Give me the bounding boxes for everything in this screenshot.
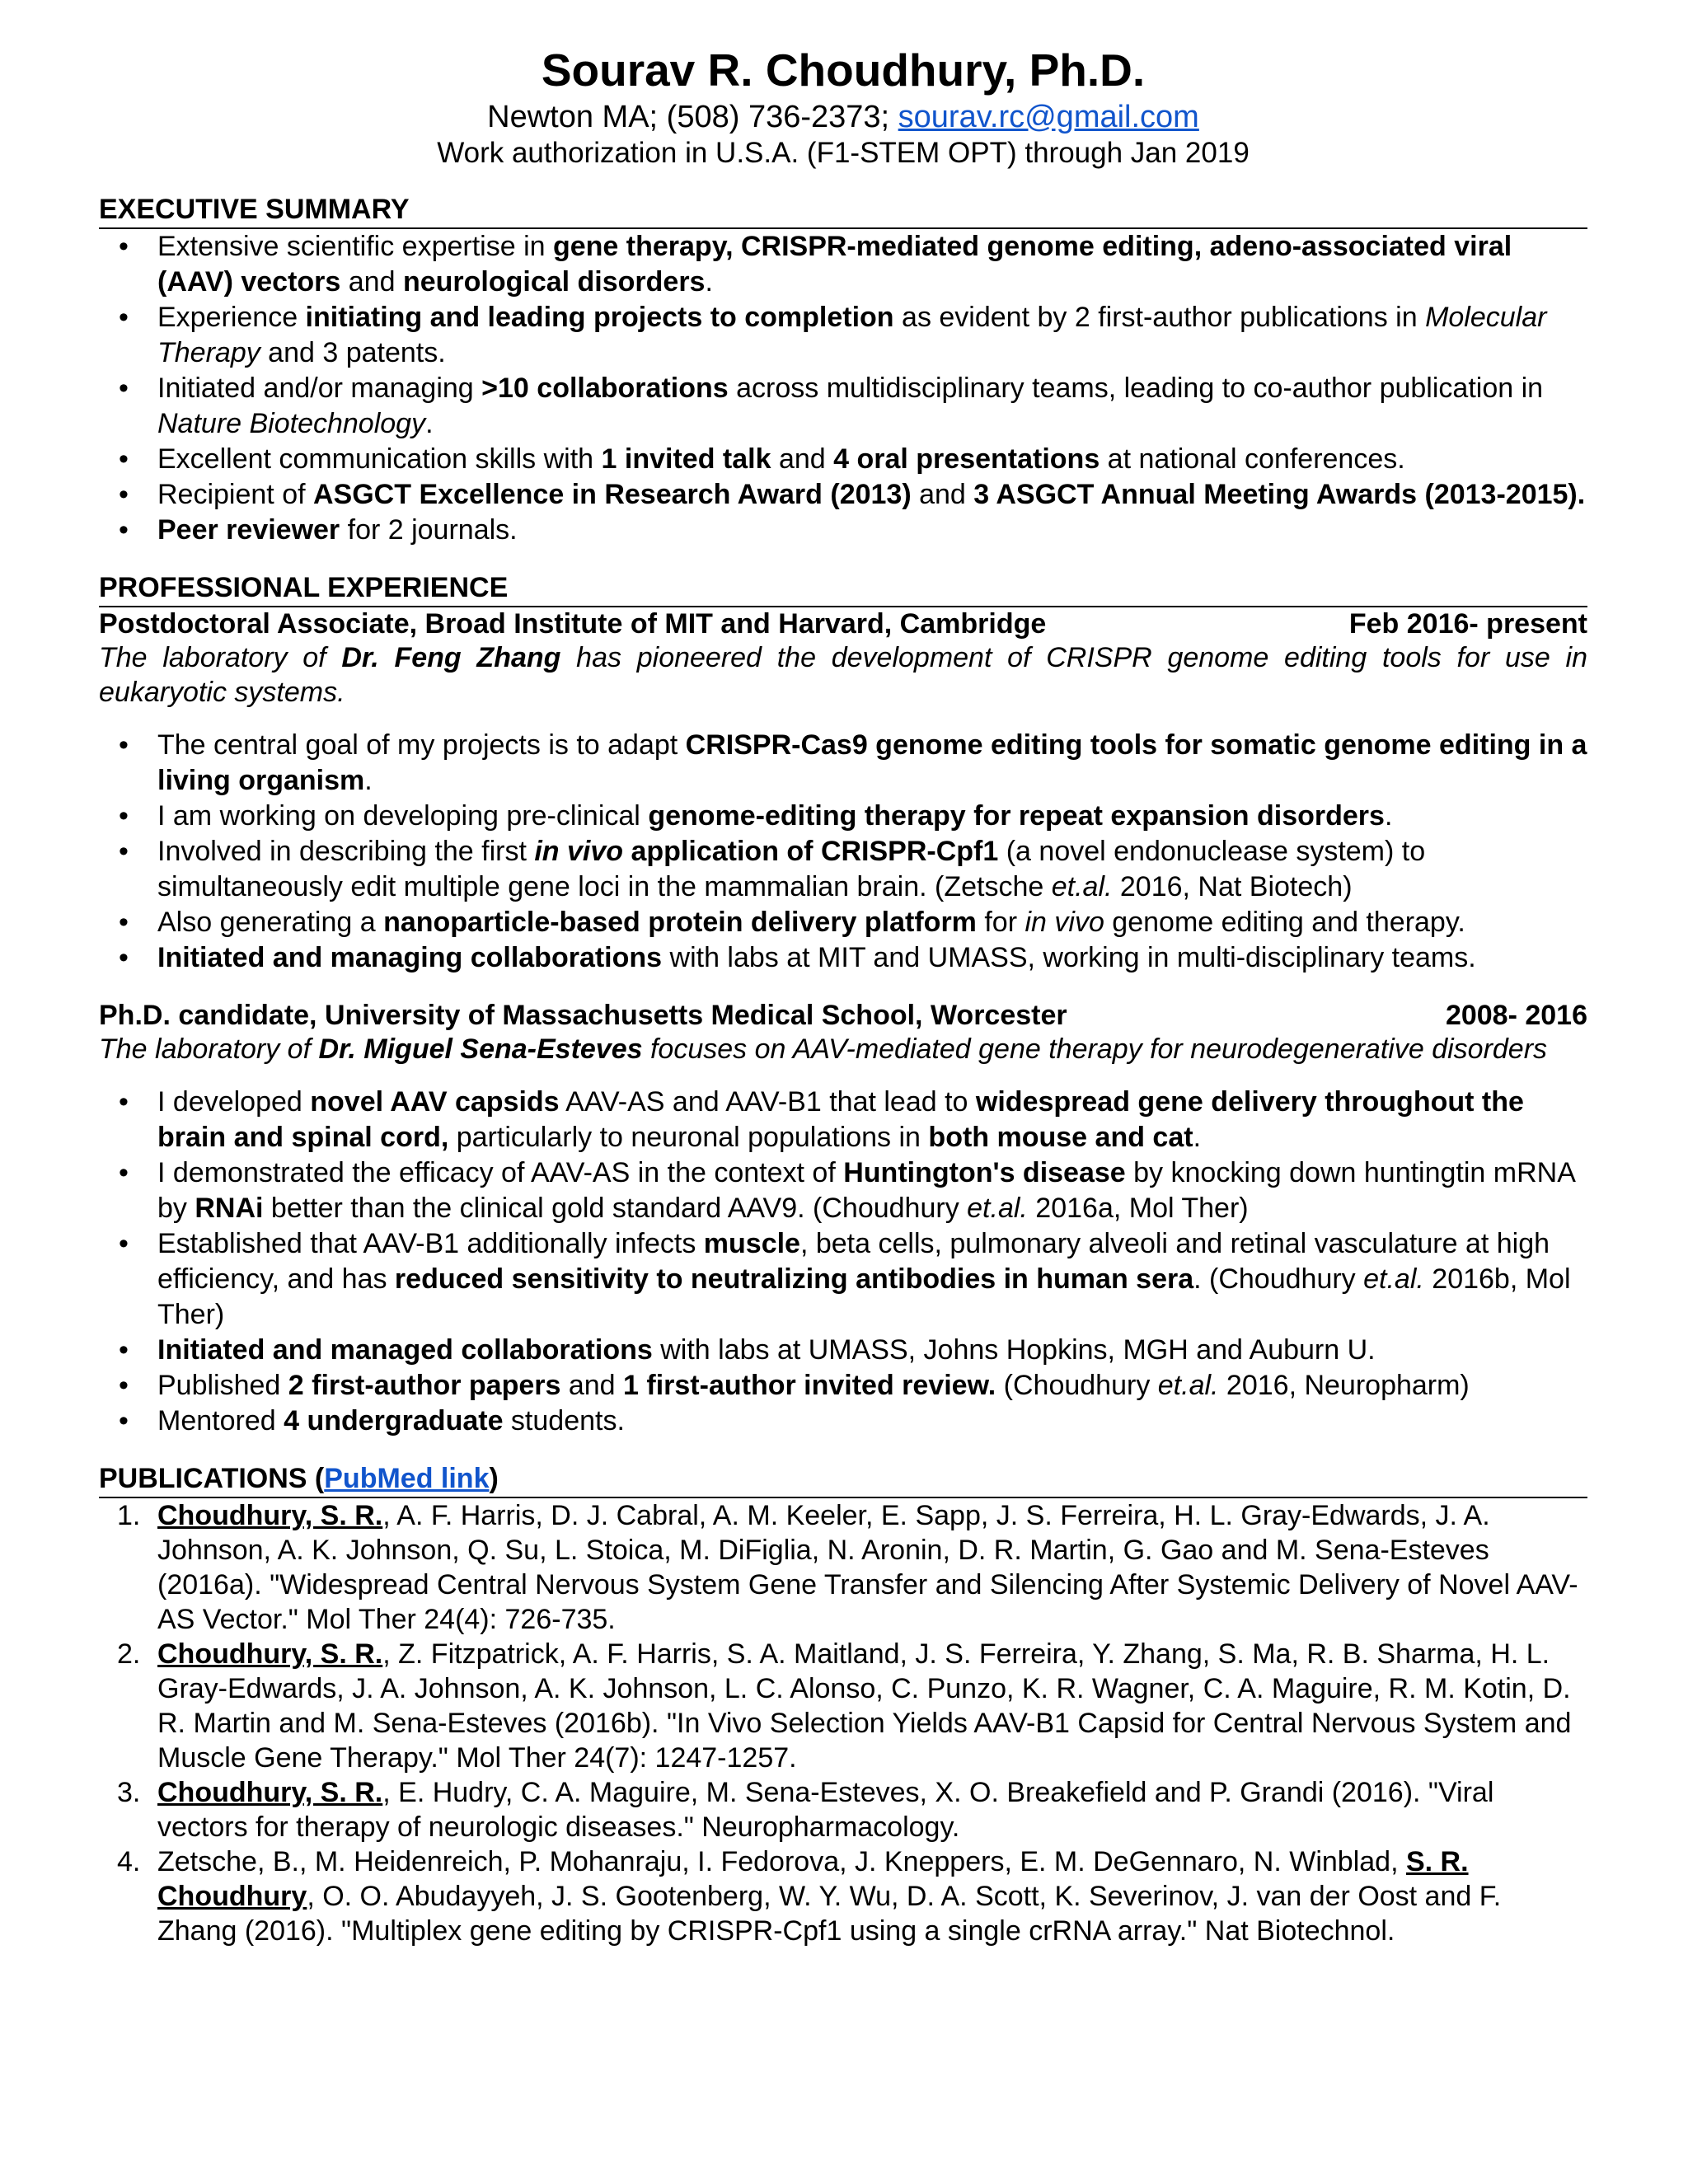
job-header [99,999,1587,1032]
job-bullet: • Initiated and managed collaborations with labs at UMASS, Johns Hopkins, MGH and Auburn U. [99,1333,1587,1368]
email-link[interactable]: sourav.rc@gmail.com [898,100,1199,134]
publications-section [99,1462,1587,1948]
job-bullet: • Initiated and managing collaborations with labs at MIT and UMASS, working in multi-disciplinary teams. [99,940,1587,976]
summary-heading: EXECUTIVE SUMMARY [99,193,1587,229]
job-bullets [99,1085,1587,1439]
job-bullets [99,728,1587,976]
summary-item: • Experience initiating and leading projects to completion as evident by 2 first-author publications in Molecular Therapy and 3 patents. [99,300,1587,371]
summary-item: • Initiated and/or managing >10 collaborations across multidisciplinary teams, leading to co-author publication in Nature Biotechnology. [99,371,1587,442]
pubmed-link[interactable]: PubMed link [324,1463,490,1494]
summary-item: • Peer reviewer for 2 journals. [99,513,1587,548]
publication-item: Choudhury, S. R., Z. Fitzpatrick, A. F. Harris, S. A. Maitland, J. S. Ferreira, Y. Zhang, S. Ma, R. B. Sharma, H. L. Gray-Edwards, J. A. Johnson, A. K. Johnson, L. C. Alonso, C. Punzo, K. R. Wagner, C. A. Maguire, R. M. Kotin, D. R. Martin and M. Sena-Esteves (2016b). "In Vivo Selection Yields AAV-B1 Capsid for Central Nervous System and Muscle Gene Therapy." Mol Ther 24(7): 1247-1257. [157,1638,1572,1774]
job-bullet: • Involved in describing the first in vivo application of CRISPR-Cpf1 (a novel endonuclease system) to simultaneously edit multiple gene loci in the mammalian brain. (Zetsche et.al. 2016, Nat Biotech) [99,834,1587,905]
experience-heading: PROFESSIONAL EXPERIENCE [99,571,1587,607]
job-bullet: • I demonstrated the efficacy of AAV-AS in the context of Huntington's disease by knocking down huntingtin mRNA by RNAi better than the clinical gold standard AAV9. (Choudhury et.al. 2016a, Mol Ther) [99,1155,1587,1226]
job-bullet: • Mentored 4 undergraduate students. [99,1404,1587,1439]
job-title: Postdoctoral Associate, Broad Institute of MIT and Harvard, Cambridge [99,608,1047,640]
job-bullet: • The central goal of my projects is to adapt CRISPR-Cas9 genome editing tools for somatic genome editing in a living organism. [99,728,1587,799]
publication-item: Zetsche, B., M. Heidenreich, P. Mohanraju, I. Fedorova, J. Kneppers, E. M. DeGennaro, N. Winblad, S. R. Choudhury, O. O. Abudayyeh, J. S. Gootenberg, W. Y. Wu, D. A. Scott, K. Severinov, J. van der Oost and F. Zhang (2016). "Multiplex gene editing by CRISPR-Cpf1 using a single crRNA array." Nat Biotechnol. [157,1846,1502,1947]
publication-item: Choudhury, S. R., A. F. Harris, D. J. Cabral, A. M. Keeler, E. Sapp, J. S. Ferreira, H. L. Gray-Edwards, J. A. Johnson, A. K. Johnson, Q. Su, L. Stoica, M. DiFiglia, N. Aronin, D. R. Martin, G. Gao and M. Sena-Esteves (2016a). "Widespread Central Nervous System Gene Transfer and Silencing After Systemic Delivery of Novel AAV-AS Vector." Mol Ther 24(4): 726-735. [157,1500,1578,1635]
summary-item: • Extensive scientific expertise in gene therapy, CRISPR-mediated genome editing, adeno-associated viral (AAV) vectors and neurological disorders. [99,229,1587,300]
summary-section [99,193,1587,548]
publication-list [99,1498,1587,1948]
job-header [99,607,1587,640]
summary-list [99,229,1587,548]
job-dates: Feb 2016- present [1348,608,1587,640]
job-bullet: • I developed novel AAV capsids AAV-AS and AAV-B1 that lead to widespread gene delivery throughout the brain and spinal cord, particularly to neuronal populations in both mouse and cat. [99,1085,1587,1155]
contact-line [99,99,1587,135]
work-authorization: Work authorization in U.S.A. (F1-STEM OPT) through Jan 2019 [437,137,1250,169]
job-description: The laboratory of Dr. Feng Zhang has pioneered the development of CRISPR genome editing tools for use in eukaryotic systems. [99,642,1587,708]
experience-section [99,571,1587,1439]
resume-header [99,41,1587,171]
job-title: Ph.D. candidate, University of Massachusetts Medical School, Worcester [99,1000,1067,1031]
publications-heading: PUBLICATIONS (PubMed link) [99,1462,1587,1498]
job-dates: 2008- 2016 [1445,1000,1587,1031]
job-bullet: • Also generating a nanoparticle-based protein delivery platform for in vivo genome editing and therapy. [99,905,1587,940]
summary-item: • Excellent communication skills with 1 invited talk and 4 oral presentations at national conferences. [99,442,1587,477]
publication-item: Choudhury, S. R., E. Hudry, C. A. Maguire, M. Sena-Esteves, X. O. Breakefield and P. Grandi (2016). "Viral vectors for therapy of neurologic diseases." Neuropharmacology. [157,1777,1494,1843]
job-bullet: • Published 2 first-author papers and 1 first-author invited review. (Choudhury et.al. 2016, Neuropharm) [99,1368,1587,1404]
candidate-name: Sourav R. Choudhury, Ph.D. [541,45,1146,96]
job-bullet: • I am working on developing pre-clinical genome-editing therapy for repeat expansion disorders. [99,799,1587,834]
resume-page [99,41,1587,1948]
job-description: The laboratory of Dr. Miguel Sena-Esteves focuses on AAV-mediated gene therapy for neurodegenerative disorders [99,1033,1548,1065]
contact-info: Newton MA; (508) 736-2373; [487,100,898,134]
summary-item: • Recipient of ASGCT Excellence in Research Award (2013) and 3 ASGCT Annual Meeting Awards (2013-2015). [99,477,1587,513]
job-bullet: • Established that AAV-B1 additionally infects muscle, beta cells, pulmonary alveoli and retinal vasculature at high efficiency, and has reduced sensitivity to neutralizing antibodies in human sera. (Choudhury et.al. 2016b, Mol Ther) [99,1226,1587,1333]
